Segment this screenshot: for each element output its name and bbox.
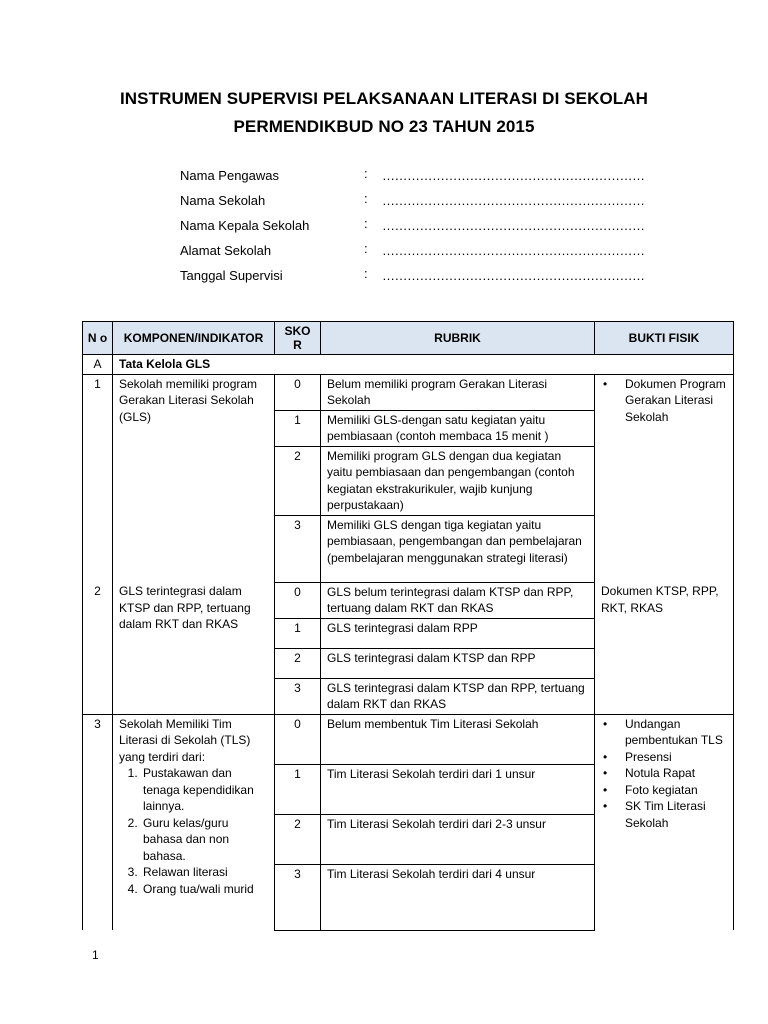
item-komponen-text: Sekolah Memiliki Tim Literasi di Sekolah (TLS) yang terdiri dari: (119, 716, 251, 764)
header-no: N o (83, 322, 113, 355)
item-number: 1 (83, 374, 113, 582)
list-item: • Foto kegiatan (625, 782, 727, 799)
rubric-cell: GLS terintegrasi dalam RPP (321, 618, 595, 648)
rubric-cell: Tim Literasi Sekolah terdiri dari 4 unsur (321, 864, 595, 930)
item-number: 3 (83, 714, 113, 930)
rubric-cell: Tim Literasi Sekolah terdiri dari 2-3 unsur (321, 814, 595, 864)
info-fill-line: ……………………………………………………… (382, 193, 645, 208)
list-item: • Dokumen Program Gerakan Literasi Sekolah (625, 376, 727, 426)
evidence-list (601, 376, 727, 426)
evidence-cell (595, 714, 734, 930)
evidence-list (601, 716, 727, 832)
info-colon: : (364, 191, 368, 206)
header-rubrik: RUBRIK (321, 322, 595, 355)
section-title: Tata Kelola GLS (113, 355, 734, 375)
info-fill-line: ……………………………………………………… (382, 243, 645, 258)
score-cell: 2 (275, 446, 321, 515)
rubric-cell: Memiliki GLS dengan tiga kegiatan yaitu pembiasaan, pengembangan dan pembelajaran (pembelajaran menggunakan strategi literasi) (321, 515, 595, 582)
info-label: Nama Sekolah (180, 193, 266, 208)
score-cell: 2 (275, 648, 321, 678)
header-komponen: KOMPONEN/INDIKATOR (113, 322, 275, 355)
page-number: 1 (92, 948, 99, 962)
table-row (83, 582, 734, 618)
score-cell: 0 (275, 582, 321, 618)
info-label: Nama Kepala Sekolah (180, 218, 310, 233)
rubric-cell: Tim Literasi Sekolah terdiri dari 1 unsur (321, 764, 595, 814)
info-label: Nama Pengawas (180, 168, 279, 183)
header-bukti: BUKTI FISIK (595, 322, 734, 355)
evidence-cell (595, 374, 734, 582)
section-letter: A (83, 355, 113, 375)
score-cell: 1 (275, 410, 321, 446)
item-komponen: GLS terintegrasi dalam KTSP dan RPP, tertuang dalam RKT dan RKAS (113, 582, 275, 714)
list-item: • Notula Rapat (625, 765, 727, 782)
document-title-line2: PERMENDIKBUD NO 23 TAHUN 2015 (233, 117, 535, 136)
info-label: Alamat Sekolah (180, 243, 272, 258)
list-item: • Undangan pembentukan TLS (625, 716, 727, 749)
list-item: • SK Tim Literasi Sekolah (625, 798, 727, 831)
info-fill-line: ……………………………………………………… (382, 268, 645, 283)
rubric-cell: Memiliki program GLS dengan dua kegiatan yaitu pembiasaan dan pengembangan (contoh kegiatan ekstrakurikuler, wajib kunjung perpustakaan) (321, 446, 595, 515)
supervision-table (82, 321, 734, 931)
info-colon: : (364, 216, 368, 231)
info-label: Tanggal Supervisi (180, 268, 283, 283)
info-fill-line: ……………………………………………………… (382, 218, 645, 233)
rubric-cell: GLS terintegrasi dalam KTSP dan RPP, tertuang dalam RKT dan RKAS (321, 678, 595, 714)
section-row-a (83, 355, 734, 375)
table-row (83, 714, 734, 764)
info-colon: : (364, 266, 368, 281)
list-item: 2. Guru kelas/guru bahasa dan non bahasa. (141, 815, 268, 865)
score-cell: 1 (275, 764, 321, 814)
info-colon: : (364, 166, 368, 181)
rubric-cell: GLS belum terintegrasi dalam KTSP dan RPP, tertuang dalam RKT dan RKAS (321, 582, 595, 618)
score-cell: 2 (275, 814, 321, 864)
document-title-line1: INSTRUMEN SUPERVISI PELAKSANAAN LITERASI DI SEKOLAH (119, 89, 649, 108)
list-item: 1. Pustakawan dan tenaga kependidikan lainnya. (141, 765, 268, 815)
item-number: 2 (83, 582, 113, 714)
score-cell: 3 (275, 515, 321, 582)
table-row (83, 374, 734, 410)
info-fill-line: ……………………………………………………… (382, 168, 645, 183)
score-cell: 1 (275, 618, 321, 648)
item-komponen: Sekolah memiliki program Gerakan Literasi Sekolah (GLS) (113, 374, 275, 582)
score-cell: 3 (275, 864, 321, 930)
table-header-row (83, 322, 734, 355)
item-komponen (113, 714, 275, 930)
score-cell: 3 (275, 678, 321, 714)
sub-list (119, 765, 268, 897)
rubric-cell: Memiliki GLS-dengan satu kegiatan yaitu pembiasaan (contoh membaca 15 menit ) (321, 410, 595, 446)
rubric-cell: Belum membentuk Tim Literasi Sekolah (321, 714, 595, 764)
evidence-cell: Dokumen KTSP, RPP, RKT, RKAS (595, 582, 734, 714)
score-cell: 0 (275, 714, 321, 764)
info-colon: : (364, 241, 368, 256)
list-item: 3. Relawan literasi (141, 864, 268, 881)
score-cell: 0 (275, 374, 321, 410)
rubric-cell: Belum memiliki program Gerakan Literasi Sekolah (321, 374, 595, 410)
list-item: • Presensi (625, 749, 727, 766)
list-item: 4. Orang tua/wali murid (141, 881, 268, 898)
rubric-cell: GLS terintegrasi dalam KTSP dan RPP (321, 648, 595, 678)
header-skor: SKO R (275, 322, 321, 355)
